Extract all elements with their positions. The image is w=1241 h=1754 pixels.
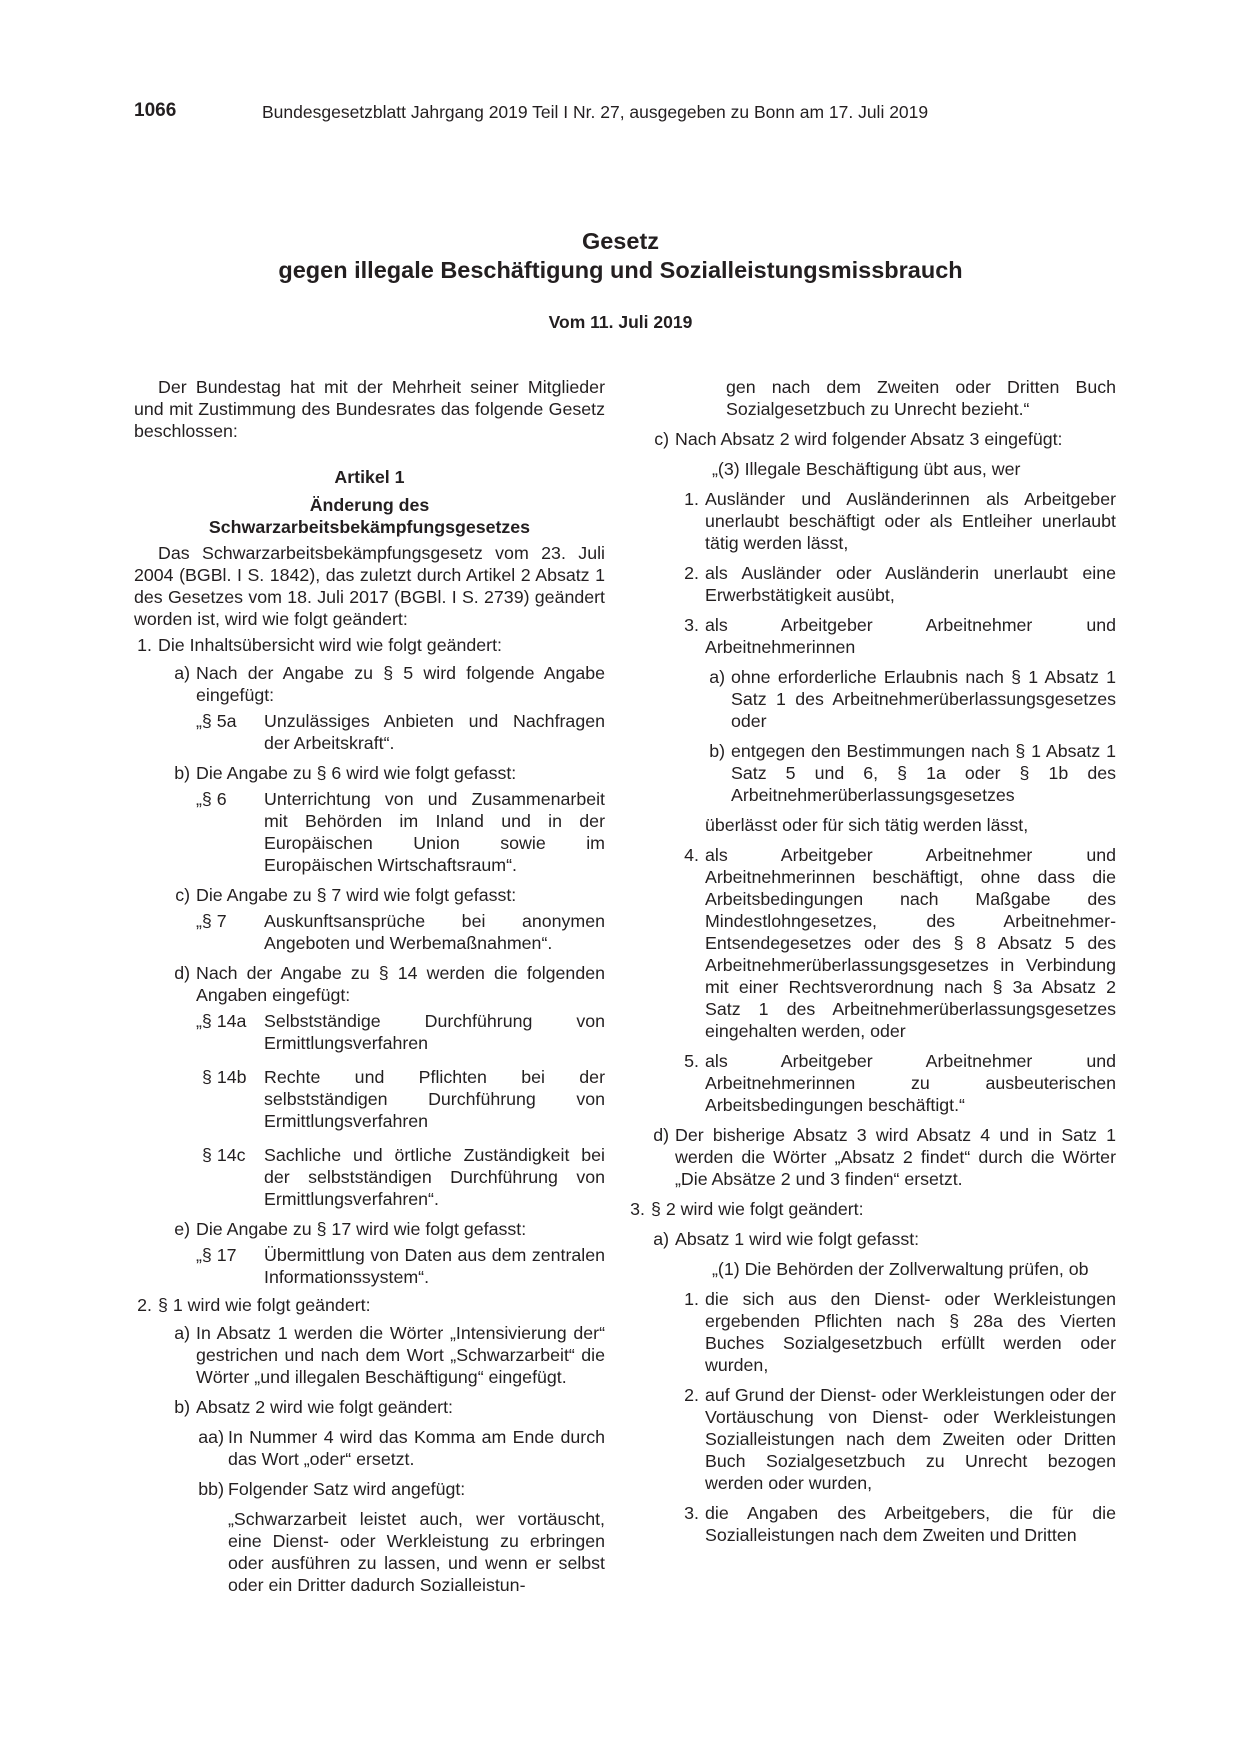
definition-text: Selbstständige Durchführung von Ermittlungsverfahren	[264, 1011, 605, 1053]
item-text: Die Angabe zu § 6 wird wie folgt gefasst:	[196, 763, 517, 783]
item-label: a)	[653, 1229, 669, 1249]
definition-entry	[196, 788, 605, 876]
left-column	[134, 376, 605, 1596]
list-item	[158, 762, 605, 784]
list-item	[675, 562, 1116, 606]
item-text: auf Grund der Dienst- oder Werkleistungen oder der Vortäuschung von Dienst- oder Werkleistungen Sozialleistungen nach dem Zweiten oder Dritten Buch Sozialgesetzbuch zu Unrecht bezogen werden oder wurden,	[705, 1385, 1116, 1493]
item-label: d)	[653, 1125, 669, 1145]
item-text: die sich aus den Dienst- oder Werkleistungen ergebenden Pflichten nach § 28a des Vierten Buches Sozialgesetzbuch erfüllt werden oder wurden,	[705, 1289, 1116, 1375]
item-label: d)	[174, 963, 190, 983]
item-label: 3.	[684, 1503, 699, 1523]
list-item	[196, 1478, 605, 1500]
definition-text: Unzulässiges Anbieten und Nachfragen der Arbeitskraft“.	[264, 711, 605, 753]
definition-text: Rechte und Pflichten bei der selbstständigen Durchführung von Ermittlungsverfahren	[264, 1067, 605, 1131]
continued-text: gen nach dem Zweiten oder Dritten Buch Sozialgesetzbuch zu Unrecht bezieht.“	[726, 377, 1116, 419]
item-label: a)	[174, 1323, 190, 1343]
quoted-sentence: „Schwarzarbeit leistet auch, wer vortäuscht, eine Dienst- oder Werkleistung zu erbringen oder ausführen zu lassen, und wenn er selbst oder ein Dritter dadurch Sozialleistun-	[228, 1509, 605, 1595]
list-item	[134, 1294, 605, 1316]
list-item	[158, 1218, 605, 1240]
list-item	[158, 662, 605, 706]
list-item	[705, 666, 1116, 732]
definition-entry	[196, 1010, 605, 1054]
item-label: a)	[174, 663, 190, 683]
item-text: In Nummer 4 wird das Komma am Ende durch das Wort „oder“ ersetzt.	[228, 1427, 605, 1469]
item-text: Die Angabe zu § 17 wird wie folgt gefasst:	[196, 1219, 527, 1239]
item-text: Nach Absatz 2 wird folgender Absatz 3 eingefügt:	[675, 429, 1063, 449]
item-text: Absatz 1 wird wie folgt gefasst:	[675, 1229, 920, 1249]
item-label: b)	[174, 1397, 190, 1417]
list-item	[675, 488, 1116, 554]
item-label: 1.	[684, 489, 699, 509]
item-text: Der bisherige Absatz 3 wird Absatz 4 und in Satz 1 werden die Wörter „Absatz 2 findet“ durch die Wörter „Die Absätze 2 und 3 finden“ ersetzt.	[675, 1125, 1116, 1189]
article-label: Artikel 1	[334, 467, 405, 487]
item-text: Folgender Satz wird angefügt:	[228, 1479, 466, 1499]
item-label: 5.	[684, 1051, 699, 1071]
definition-text: Auskunftsansprüche bei anonymen Angeboten und Werbemaßnahmen“.	[264, 911, 605, 953]
list-item	[675, 1502, 1116, 1546]
item-label: 2.	[684, 563, 699, 583]
list-item	[675, 1050, 1116, 1116]
list-item	[158, 1396, 605, 1418]
item-text: Ausländer und Ausländerinnen als Arbeitgeber unerlaubt beschäftigt oder als Entleiher unerlaubt tätig werden lässt,	[705, 489, 1116, 553]
article-title-line-1: Änderung des	[309, 495, 430, 515]
title-date: Vom 11. Juli 2019	[548, 312, 693, 332]
item-label: c)	[654, 429, 669, 449]
list-item	[675, 844, 1116, 1042]
page-number: 1066	[134, 100, 177, 121]
article-title-line-2: Schwarzarbeitsbekämpfungsgesetzes	[208, 517, 531, 537]
item-label: 3.	[684, 615, 699, 635]
list-item	[645, 428, 1116, 450]
item-text: Die Angabe zu § 7 wird wie folgt gefasst:	[196, 885, 517, 905]
item-label: 3.	[630, 1199, 645, 1219]
list-item	[621, 1198, 1116, 1220]
item-text: als Arbeitgeber Arbeitnehmer und Arbeitnehmerinnen zu ausbeuterischen Arbeitsbedingungen beschäftigt.“	[705, 1051, 1116, 1115]
right-column	[630, 376, 1116, 1546]
definition-label: „§ 14a	[196, 1011, 247, 1031]
item-text: § 2 wird wie folgt geändert:	[651, 1199, 864, 1219]
list-item	[158, 884, 605, 906]
definition-text: Übermittlung von Daten aus dem zentralen Informationssystem“.	[264, 1245, 605, 1287]
item-label: c)	[175, 885, 190, 905]
item-text: die Angaben des Arbeitgebers, die für die Sozialleistungen nach dem Zweiten und Dritten	[705, 1503, 1116, 1545]
document-title	[0, 227, 1241, 333]
list-item	[675, 614, 1116, 658]
item-text: Nach der Angabe zu § 5 wird folgende Angabe eingefügt:	[196, 663, 605, 705]
definition-label: „§ 17	[196, 1245, 237, 1265]
definition-entry	[196, 910, 605, 954]
definition-entry	[196, 1144, 605, 1210]
list-item	[705, 740, 1116, 806]
list-item	[645, 1124, 1116, 1190]
item-label: b)	[709, 741, 725, 761]
item-label: e)	[174, 1219, 190, 1239]
list-item	[158, 1322, 605, 1388]
definition-entry	[196, 710, 605, 754]
item-label: 1.	[684, 1289, 699, 1309]
item-label: aa)	[198, 1427, 224, 1447]
definition-entry	[196, 1066, 605, 1132]
definition-text: Sachliche und örtliche Zuständigkeit bei der selbstständigen Durchführung von Ermittlungsverfahren“.	[264, 1145, 605, 1209]
item-text: ohne erforderliche Erlaubnis nach § 1 Absatz 1 Satz 1 des Arbeitnehmerüberlassungsgesetzes oder	[731, 667, 1116, 731]
definition-text: Unterrichtung von und Zusammenarbeit mit Behörden im Inland und in der Europäischen Union sowie im Europäischen Wirtschaftsraum“.	[264, 789, 605, 875]
item-text: als Ausländer oder Ausländerin unerlaubt eine Erwerbstätigkeit ausübt,	[705, 563, 1116, 605]
definition-label: § 14b	[202, 1067, 247, 1087]
item-text: entgegen den Bestimmungen nach § 1 Absatz 1 Satz 5 und 6, § 1a oder § 1b des Arbeitnehmerüberlassungsgesetzes	[731, 741, 1116, 805]
item-text: § 1 wird wie folgt geändert:	[158, 1295, 371, 1315]
item-label: 1.	[137, 635, 152, 655]
item-label: 2.	[137, 1295, 152, 1315]
title-line-2: gegen illegale Beschäftigung und Sozialleistungsmissbrauch	[278, 257, 963, 283]
definition-label: „§ 6	[196, 789, 227, 809]
list-item	[158, 962, 605, 1006]
item-label: a)	[709, 667, 725, 687]
quoted-paragraph-intro: „(1) Die Behörden der Zollverwaltung prüfen, ob	[712, 1259, 1089, 1279]
item-text: In Absatz 1 werden die Wörter „Intensivierung der“ gestrichen und nach dem Wort „Schwarzarbeit“ die Wörter „und illegalen Beschäftigung“ eingefügt.	[196, 1323, 605, 1387]
definition-entry	[196, 1244, 605, 1288]
article-intro: Das Schwarzarbeitsbekämpfungsgesetz vom 23. Juli 2004 (BGBl. I S. 1842), das zuletzt durch Artikel 2 Absatz 1 des Gesetzes vom 18. Juli 2017 (BGBl. I S. 2739) geändert worden ist, wird wie folgt geändert:	[134, 543, 605, 629]
list-item	[134, 634, 605, 656]
definition-label: § 14c	[202, 1145, 246, 1165]
running-head: Bundesgesetzblatt Jahrgang 2019 Teil I Nr. 27, ausgegeben zu Bonn am 17. Juli 2019	[262, 102, 929, 122]
list-item	[645, 1228, 1116, 1250]
item-label: 2.	[684, 1385, 699, 1405]
item-text: Die Inhaltsübersicht wird wie folgt geändert:	[158, 635, 502, 655]
list-item	[675, 1384, 1116, 1494]
item-text: Nach der Angabe zu § 14 werden die folgenden Angaben eingefügt:	[196, 963, 605, 1005]
preamble: Der Bundestag hat mit der Mehrheit seiner Mitglieder und mit Zustimmung des Bundesrates das folgende Gesetz beschlossen:	[134, 377, 605, 441]
item-text: als Arbeitgeber Arbeitnehmer und Arbeitnehmerinnen beschäftigt, ohne dass die Arbeitsbedingungen nach Maßgabe des Mindestlohngesetzes, des Arbeitnehmer-Entsendegesetzes oder des § 8 Absatz 5 des Arbeitnehmerüberlassungsgesetzes in Verbindung mit einer Rechtsverordnung nach § 3a Absatz 2 Satz 1 des Arbeitnehmerüberlassungsgesetzes eingehalten werden, oder	[705, 845, 1116, 1041]
item-continuation: überlässt oder für sich tätig werden lässt,	[705, 815, 1029, 835]
item-label: 4.	[684, 845, 699, 865]
definition-label: „§ 7	[196, 911, 227, 931]
list-item	[196, 1426, 605, 1470]
item-label: bb)	[198, 1479, 224, 1499]
item-label: b)	[174, 763, 190, 783]
definition-label: „§ 5a	[196, 711, 237, 731]
item-text: als Arbeitgeber Arbeitnehmer und Arbeitnehmerinnen	[705, 615, 1116, 657]
item-text: Absatz 2 wird wie folgt geändert:	[196, 1397, 453, 1417]
list-item	[675, 1288, 1116, 1376]
title-line-1: Gesetz	[581, 228, 660, 254]
quoted-paragraph-intro: „(3) Illegale Beschäftigung übt aus, wer	[712, 459, 1021, 479]
